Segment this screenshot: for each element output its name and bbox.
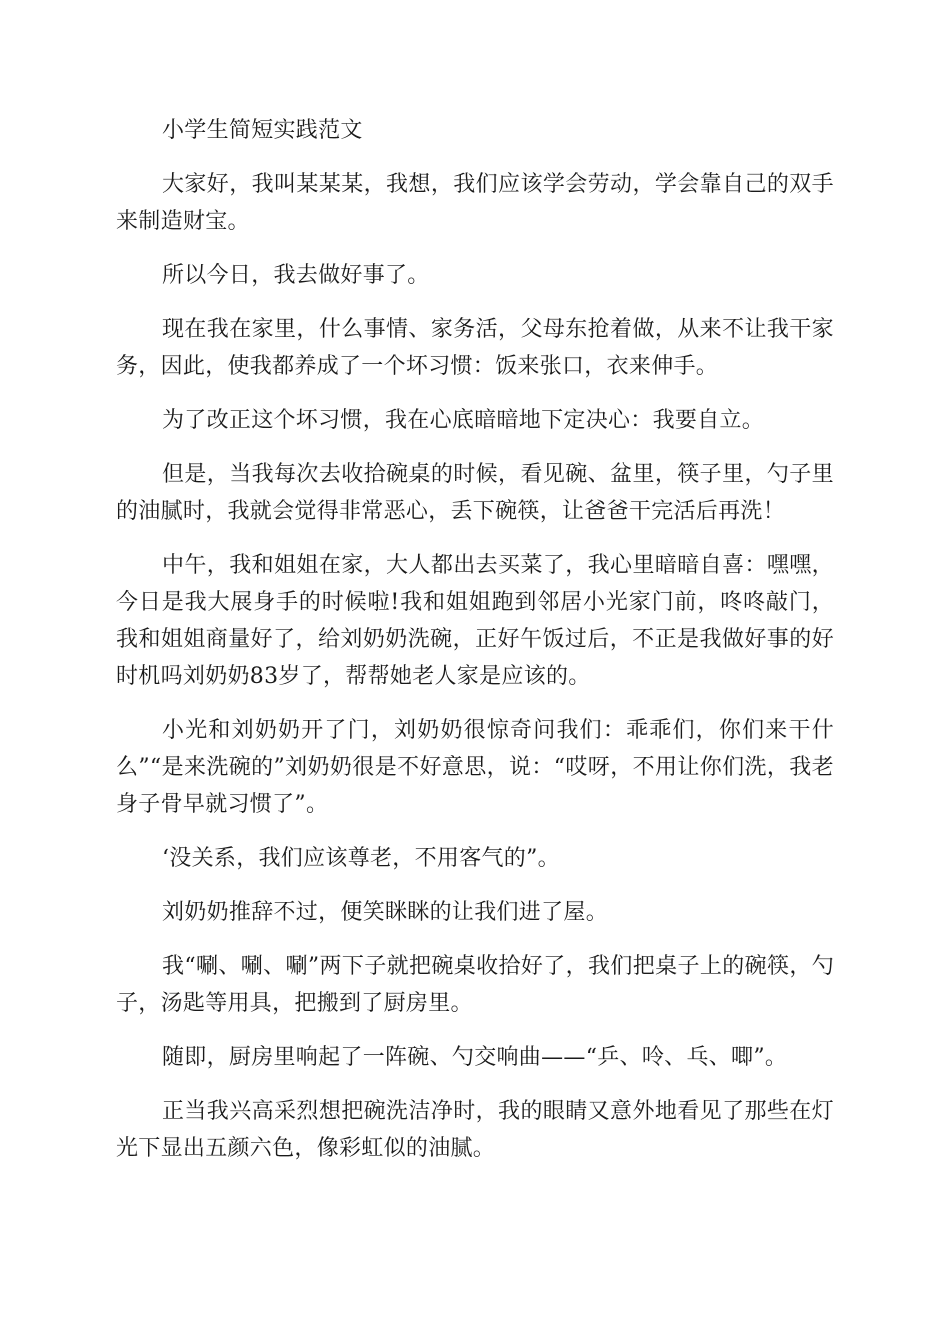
paragraph-6: 中午，我和姐姐在家，大人都出去买菜了，我心里暗暗自喜：嘿嘿，今日是我大展身手的时候啦!我和姐姐跑到邻居小光家门前，咚咚敲门，我和姐姐商量好了，给刘奶奶洗碗，正好午饭过后，不正是我做好事的好时机吗刘奶奶83岁了，帮帮她老人家是应该的。 xyxy=(116,553,834,689)
paragraph-8: ‘没关系，我们应该尊老，不用客气的”。 xyxy=(162,846,560,871)
document-body xyxy=(116,112,834,1184)
paragraph-11: 随即，厨房里响起了一阵碗、勺交响曲——“乒、呤、乓、唧”。 xyxy=(162,1045,788,1070)
paragraph-10: 我“唰、唰、唰”两下子就把碗桌收拾好了，我们把桌子上的碗筷，勺子，汤匙等用具，把搬到了厨房里。 xyxy=(116,954,834,1016)
paragraph-2: 所以今日，我去做好事了。 xyxy=(162,263,430,288)
paragraph-1: 大家好，我叫某某某，我想，我们应该学会劳动，学会靠自己的双手来制造财宝。 xyxy=(116,172,834,234)
paragraph-5: 但是，当我每次去收拾碗桌的时候，看见碗、盆里，筷子里，勺子里的油腻时，我就会觉得非常恶心，丢下碗筷，让爸爸干完活后再洗！ xyxy=(116,462,834,524)
paragraph-9: 刘奶奶推辞不过，便笑眯眯的让我们进了屋。 xyxy=(162,900,609,925)
paragraph-4: 为了改正这个坏习惯，我在心底暗暗地下定决心：我要自立。 xyxy=(162,408,765,433)
paragraph-3: 现在我在家里，什么事情、家务活，父母东抢着做，从来不让我干家务，因此，使我都养成了一个坏习惯：饭来张口，衣来伸手。 xyxy=(116,317,834,379)
paragraph-7: 小光和刘奶奶开了门，刘奶奶很惊奇问我们：乖乖们，你们来干什么”“是来洗碗的”刘奶奶很是不好意思，说：“哎呀，不用让你们洗，我老身子骨早就习惯了”。 xyxy=(116,718,834,817)
paragraph-12: 正当我兴高采烈想把碗洗洁净时，我的眼睛又意外地看见了那些在灯光下显出五颜六色，像彩虹似的油腻。 xyxy=(116,1099,834,1161)
document-title: 小学生简短实践范文 xyxy=(162,118,363,143)
